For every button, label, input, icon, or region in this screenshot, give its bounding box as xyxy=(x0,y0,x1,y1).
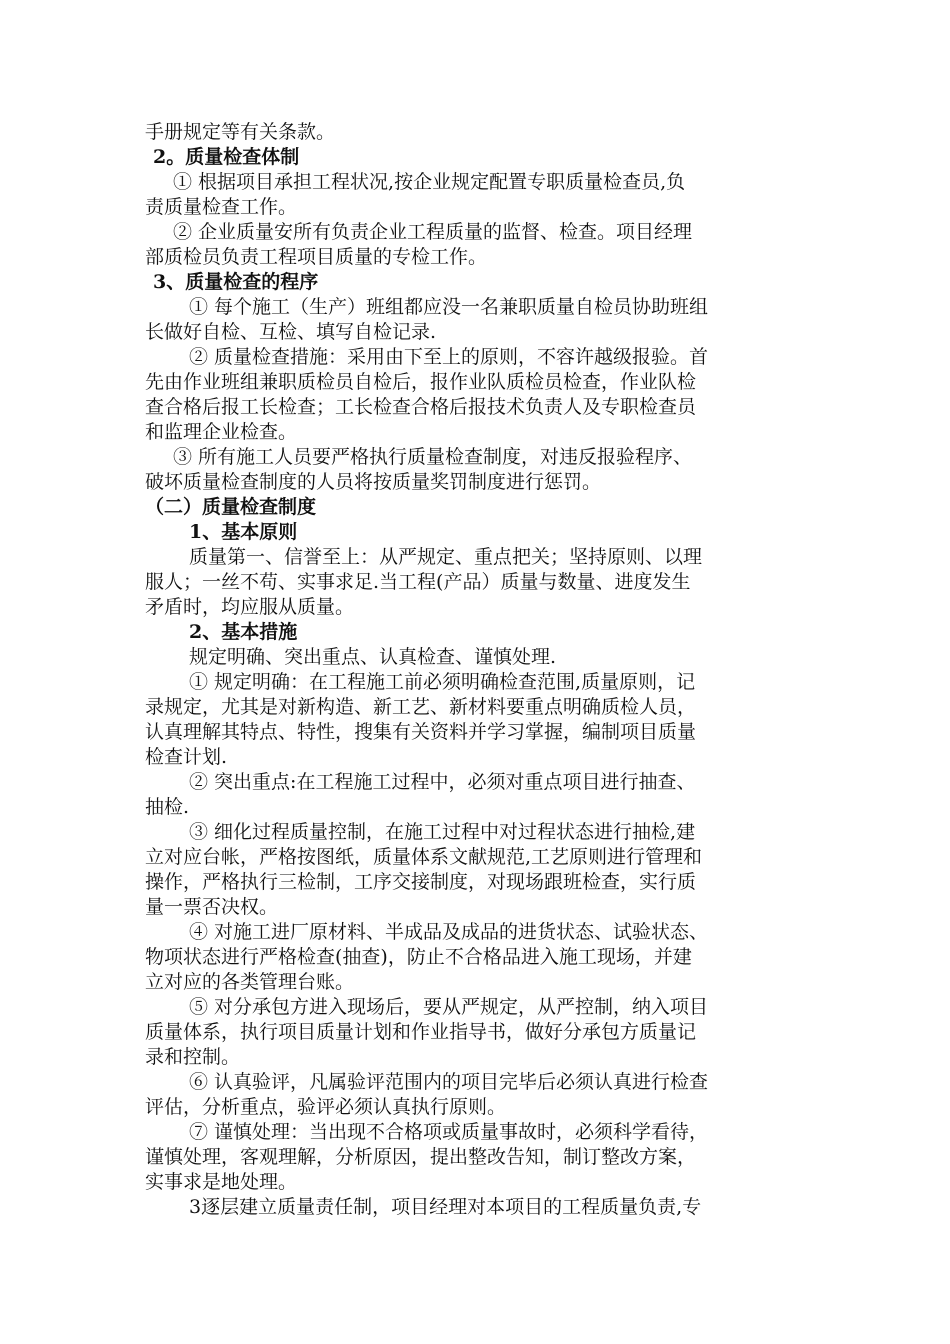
text-line: 破坏质量检查制度的人员将按质量奖罚制度进行惩罚。 xyxy=(145,471,602,493)
text-line: 录规定，尤其是对新构造、新工艺、新材料要重点明确质检人员， xyxy=(145,696,697,718)
text-line: 先由作业班组兼职质检员自检后，报作业队质检员检查，作业队检 xyxy=(145,371,697,393)
text-line: ① 根据项目承担工程状况,按企业规定配置专职质量检查员,负 xyxy=(173,171,686,193)
text-line: ① 规定明确：在工程施工前必须明确检查范围,质量原则，记 xyxy=(189,671,696,693)
text-line: 立对应台帐，严格按图纸，质量体系文献规范,工艺原则进行管理和 xyxy=(145,846,703,868)
text-line: 和监理企业检查。 xyxy=(145,421,298,443)
text-line: 物项状态进行严格检查(抽查)，防止不合格品进入施工现场，并建 xyxy=(145,946,692,968)
text-line: 3逐层建立质量责任制，项目经理对本项目的工程质量负责,专 xyxy=(189,1196,702,1218)
text-line: 抽检. xyxy=(145,796,190,818)
text-line: 评估，分析重点，验评必须认真执行原则。 xyxy=(145,1096,507,1118)
text-line: ④ 对施工进厂原材料、半成品及成品的进货状态、试验状态、 xyxy=(189,921,709,943)
text-line: 检查计划. xyxy=(145,746,228,768)
text-line: 质量第一、信誉至上：从严规定、重点把关；坚持原则、以理 xyxy=(189,546,703,568)
text-line: 操作，严格执行三检制，工序交接制度，对现场跟班检查，实行质 xyxy=(145,871,697,893)
text-line: ② 企业质量安所有负责企业工程质量的监督、检查。项目经理 xyxy=(173,221,693,243)
text-line: ③ 所有施工人员要严格执行质量检查制度，对违反报验程序、 xyxy=(173,446,693,468)
text-line: 认真理解其特点、特性，搜集有关资料并学习掌握，编制项目质量 xyxy=(145,721,697,743)
text-line: ⑤ 对分承包方进入现场后，要从严规定，从严控制，纳入项目 xyxy=(189,996,709,1018)
text-line: 手册规定等有关条款。 xyxy=(145,121,336,143)
text-line: 量一票否决权。 xyxy=(145,896,279,918)
section-heading: 3、质量检查的程序 xyxy=(153,271,319,293)
text-line: 谨慎处理，客观理解，分析原因，提出整改告知，制订整改方案， xyxy=(145,1146,697,1168)
text-line: ② 突出重点:在工程施工过程中，必须对重点项目进行抽查、 xyxy=(189,771,696,793)
section-heading: 1、基本原则 xyxy=(189,521,298,543)
text-line: 规定明确、突出重点、认真检查、谨慎处理. xyxy=(189,646,557,668)
text-line: ③ 细化过程质量控制，在施工过程中对过程状态进行抽检,建 xyxy=(189,821,696,843)
text-line: 立对应的各类管理台账。 xyxy=(145,971,355,993)
text-line: 长做好自检、互检、填写自检记录. xyxy=(145,321,437,343)
section-heading: 2、基本措施 xyxy=(189,621,298,643)
text-line: 服人；一丝不苟、实事求足.当工程(产品）质量与数量、进度发生 xyxy=(145,571,691,593)
text-line: 矛盾时，均应服从质量。 xyxy=(145,596,355,618)
text-line: 责质量检查工作。 xyxy=(145,196,298,218)
text-line: 查合格后报工长检查；工长检查合格后报技术负责人及专职检查员 xyxy=(145,396,697,418)
section-heading: 2。质量检查体制 xyxy=(153,146,300,168)
text-line: 质量体系，执行项目质量计划和作业指导书，做好分承包方质量记 xyxy=(145,1021,697,1043)
section-heading: （二）质量检查制度 xyxy=(145,496,317,518)
text-line: 部质检员负责工程项目质量的专检工作。 xyxy=(145,246,488,268)
document-body xyxy=(145,120,810,1220)
text-line: 实事求是地处理。 xyxy=(145,1171,298,1193)
text-line: ⑥ 认真验评，凡属验评范围内的项目完毕后必须认真进行检查 xyxy=(189,1071,709,1093)
text-line: 录和控制。 xyxy=(145,1046,241,1068)
text-line: ① 每个施工（生产）班组都应没一名兼职质量自检员协助班组 xyxy=(189,296,709,318)
text-line: ⑦ 谨慎处理：当出现不合格项或质量事故时，必须科学看待， xyxy=(189,1121,709,1143)
text-line: ② 质量检查措施：采用由下至上的原则，不容许越级报验。首 xyxy=(189,346,709,368)
